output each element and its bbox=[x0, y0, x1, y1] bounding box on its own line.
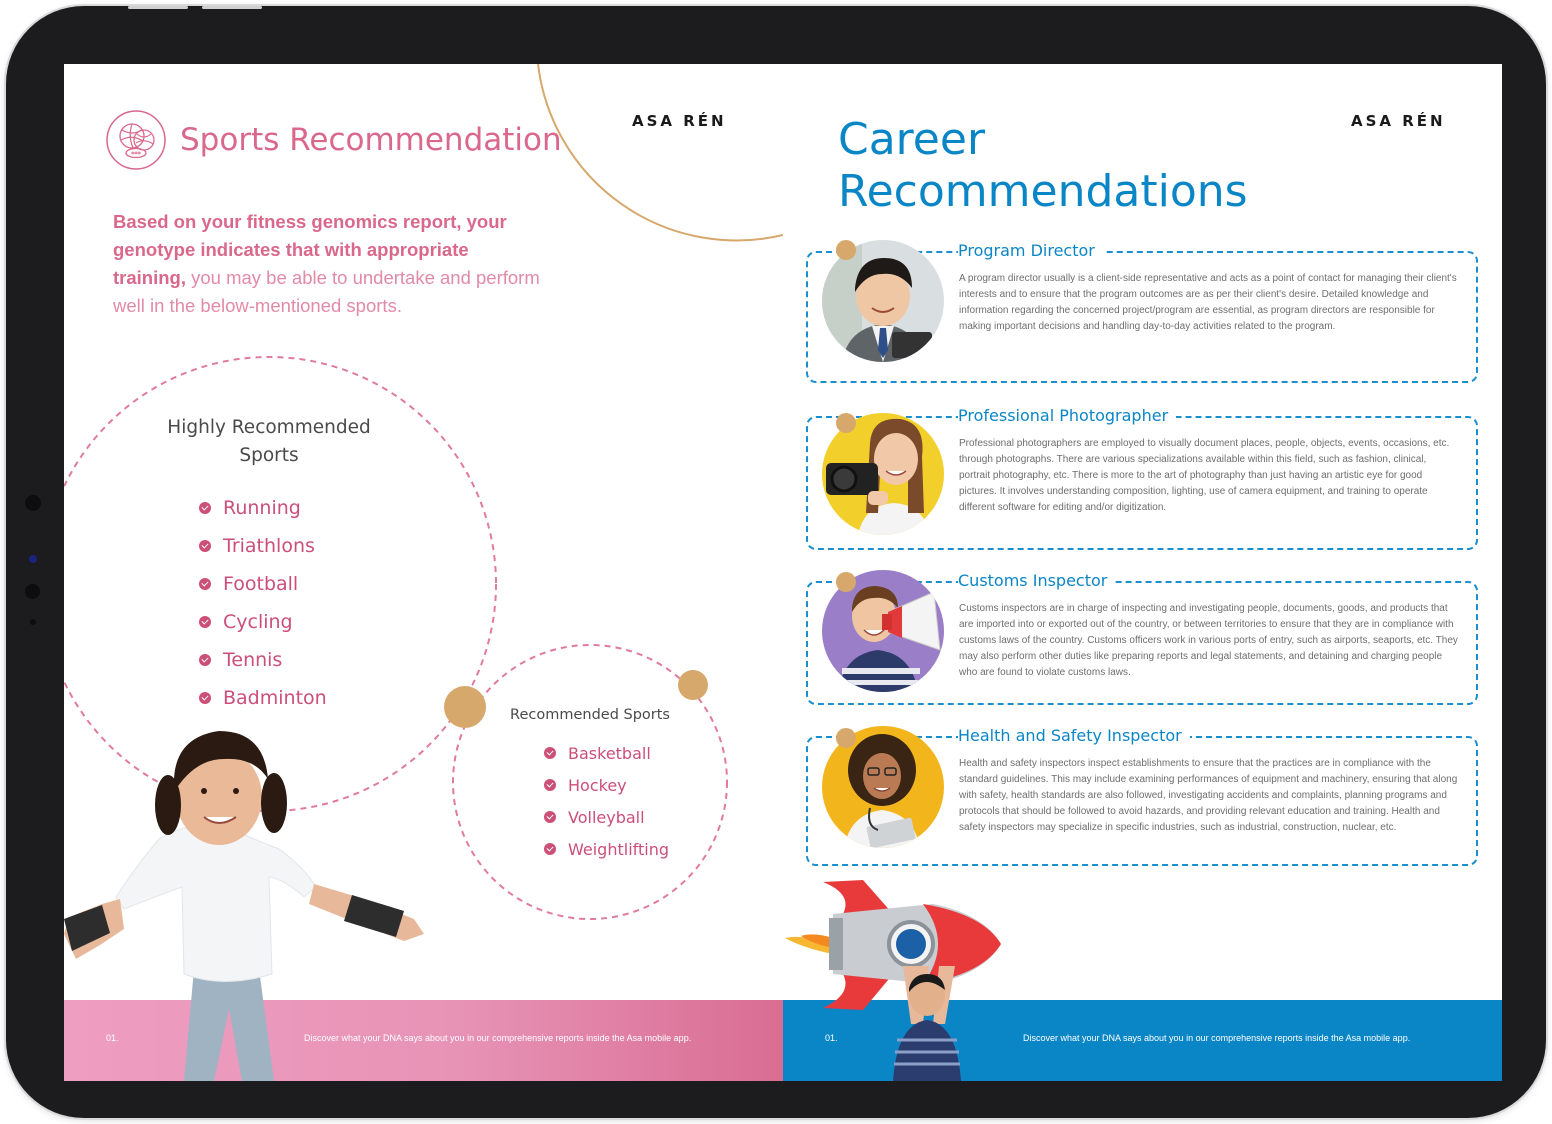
career-card-title: Professional Photographer bbox=[958, 406, 1176, 425]
page-number: 01. bbox=[825, 1033, 838, 1043]
list-item bbox=[199, 527, 327, 565]
sports-page bbox=[64, 64, 783, 1081]
career-card-health-and-safety-inspector bbox=[806, 726, 1478, 870]
gold-dot bbox=[836, 728, 856, 748]
career-card-title: Customs Inspector bbox=[958, 571, 1115, 590]
career-card-description: Customs inspectors are in charge of inspecting and investigating people, documents, goods, and products that are imported into or exported out of the country, or between territories to ensure that they are in compliance with customs laws of the country. Customs officers work in various ports of entry, such as airports, seaports, etc. They may also perform other duties like preparing reports and legal statements, and detaining and charging people who are found to violate customs laws. bbox=[959, 603, 1458, 678]
career-card-customs-inspector bbox=[806, 570, 1478, 710]
check-icon bbox=[199, 692, 211, 704]
sport-name: Badminton bbox=[223, 687, 327, 709]
footer-text: Discover what your DNA says about you in our comprehensive reports inside the Asa mobile app. bbox=[304, 1033, 692, 1043]
sport-name: Weightlifting bbox=[568, 839, 669, 859]
sport-name: Tennis bbox=[223, 649, 283, 671]
career-card-program-director bbox=[806, 240, 1478, 386]
check-icon bbox=[199, 616, 211, 628]
mic-icon bbox=[30, 619, 36, 625]
career-card-professional-photographer bbox=[806, 406, 1478, 553]
check-icon bbox=[544, 779, 556, 791]
career-title-line2: Recommendations bbox=[838, 166, 1248, 217]
list-item bbox=[199, 489, 327, 527]
sport-name: Hockey bbox=[568, 775, 627, 795]
sport-name: Volleyball bbox=[568, 807, 645, 827]
screen bbox=[64, 64, 1502, 1081]
career-card-description: Health and safety inspectors inspect establishments to ensure that the practices are in compliance with the standard guidelines. This may include examining performances of equipment and machinery, ensuring that along with safety, health standards are also followed, investigating accidents and complaints, planning programs and protocols that should be followed to avoid hazards, and providing relevant education and training. Health and safety inspectors may specialize in specific industries, such as industrial, construction, nuclear, etc. bbox=[959, 758, 1458, 833]
check-icon bbox=[199, 502, 211, 514]
brand-logo: ASA RÉN bbox=[632, 112, 727, 130]
camera-icon bbox=[25, 495, 41, 511]
page-number: 01. bbox=[106, 1033, 119, 1043]
recommended-title: Recommended Sports bbox=[510, 707, 670, 723]
sport-name: Triathlons bbox=[223, 535, 315, 557]
list-item bbox=[544, 769, 669, 801]
girl-skating-image bbox=[64, 719, 444, 1081]
check-icon bbox=[544, 747, 556, 759]
career-card-title: Program Director bbox=[958, 241, 1103, 260]
career-page bbox=[783, 64, 1502, 1081]
recommended-list bbox=[544, 737, 669, 865]
footer-text: Discover what your DNA says about you in our comprehensive reports inside the Asa mobile app. bbox=[1023, 1033, 1411, 1043]
career-title bbox=[838, 114, 1248, 218]
intro-bold: Based on your fitness genomics report, your genotype indicates that with appropriate training, bbox=[113, 211, 507, 288]
volume-button-2 bbox=[202, 6, 262, 9]
gold-dot bbox=[836, 413, 856, 433]
list-item bbox=[199, 641, 327, 679]
camera-lens-icon bbox=[25, 584, 40, 599]
volume-button bbox=[128, 6, 188, 9]
list-item bbox=[199, 603, 327, 641]
gold-dot bbox=[836, 572, 856, 592]
sport-name: Basketball bbox=[568, 743, 651, 763]
tablet-frame bbox=[6, 6, 1546, 1118]
rocket-with-child-image bbox=[783, 874, 1043, 1081]
brand-logo: ASA RÉN bbox=[1351, 112, 1446, 130]
sports-title: Sports Recommendation bbox=[180, 122, 562, 158]
career-title-line1: Career bbox=[838, 114, 986, 165]
check-icon bbox=[199, 540, 211, 552]
list-item bbox=[544, 833, 669, 865]
intro-light: you may be able to undertake and perform well in the below-mentioned sports. bbox=[113, 267, 540, 316]
sport-name: Running bbox=[223, 497, 301, 519]
check-icon bbox=[199, 578, 211, 590]
highly-recommended-list bbox=[199, 489, 327, 717]
list-item bbox=[544, 737, 669, 769]
sport-name: Cycling bbox=[223, 611, 293, 633]
gold-dot bbox=[444, 686, 486, 728]
career-card-description: Professional photographers are employed to visually document places, people, objects, events, occasions, etc. through photographs. There are various specializations available within this field, such as fashion, clinical, portrait photography, etc. There is more to the art of photography than just having an artistic eye for good pictures. It involves understanding composition, lighting, use of camera equipment, and training to operate different software for editing and/or digitization. bbox=[959, 438, 1450, 513]
check-icon bbox=[544, 811, 556, 823]
sensor-icon bbox=[29, 555, 37, 563]
list-item bbox=[199, 565, 327, 603]
check-icon bbox=[544, 843, 556, 855]
gold-dot bbox=[836, 240, 856, 260]
list-item bbox=[544, 801, 669, 833]
gold-dot-small bbox=[678, 670, 708, 700]
check-icon bbox=[199, 654, 211, 666]
career-card-description: A program director usually is a client-side representative and acts as a point of contact for managing their client's interests and to ensure that the program outcomes are as per their client's desire. Detailed knowledge and information regarding the concerned project/program are essential, as program directors are responsible for making important decisions and handling day-to-day activities related to the program. bbox=[959, 273, 1457, 332]
sport-name: Football bbox=[223, 573, 299, 595]
highly-recommended-title: Highly Recommended Sports bbox=[167, 417, 371, 466]
career-card-title: Health and Safety Inspector bbox=[958, 726, 1190, 745]
list-item bbox=[199, 679, 327, 717]
